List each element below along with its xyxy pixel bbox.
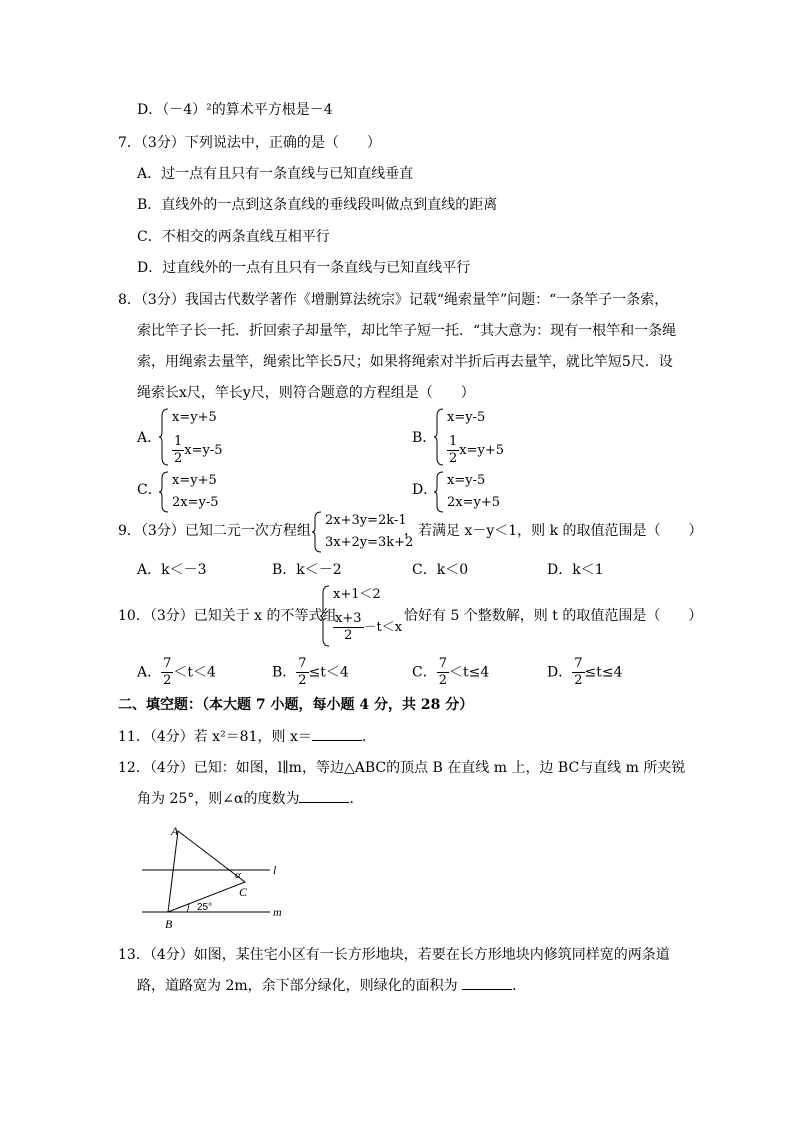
label-alpha: α — [235, 869, 241, 881]
brace-icon — [319, 585, 331, 647]
q10-option-b: B． $\frac{7}{2}$ ≤t＜4 — [272, 656, 349, 688]
triangle-abc — [168, 831, 245, 912]
q8-option-a-label: A． — [137, 430, 162, 446]
q8-a-eq2: x=y-5 — [184, 443, 223, 458]
q10-option-a: A． $\frac{7}{2}$ ＜t＜4 — [137, 656, 216, 688]
label-m: m — [273, 905, 282, 919]
q12-figure — [135, 820, 295, 935]
q8-c-eq1: x=y+5 — [172, 473, 217, 488]
brace-icon — [433, 408, 445, 466]
q9-system — [311, 511, 414, 553]
q10-eq2: －t＜x — [363, 620, 403, 635]
q8-b-eq2: x=y+5 — [459, 443, 505, 458]
label-c: C — [239, 885, 248, 899]
q9-stem-post: ，若满足 x－y＜1，则 k 的取值范围是（ ） — [404, 523, 703, 539]
q10-option-d: D． $\frac{7}{2}$ ≤t≤4 — [547, 656, 623, 688]
q13-line-1: 13．（4分）如图，某住宅小区有一长方形地块，若要在长方形地块内修筑同样宽的两条道 — [118, 947, 670, 963]
q9-eq2: 3x+2y=3k+2 — [325, 535, 414, 550]
q11-answer-blank[interactable] — [312, 740, 362, 741]
brace-icon — [433, 471, 445, 513]
q9-eq1: 2x+3y=2k-1 — [325, 513, 407, 528]
q7-option-d: D．过直线外的一点有且只有一条直线与已知直线平行 — [137, 260, 471, 276]
q10-stem-post: 恰好有 5 个整数解，则 t 的取值范围是（ ） — [404, 608, 703, 624]
q8-stem-line-4: 绳索长x尺，竿长y尺，则符合题意的方程组是（ ） — [137, 385, 475, 401]
q8-c-eq2: 2x=y-5 — [172, 495, 219, 510]
q8-option-c-label: C． — [137, 482, 162, 498]
q8-a-fraction: $\frac{1}{2}$ — [174, 434, 183, 466]
q9-option-c: C．k＜0 — [412, 562, 469, 578]
section-2-title: 二、填空题：（本大题 7 小题，每小题 4 分，共 28 分） — [118, 697, 474, 713]
q12-line-1: 12．（4分）已知：如图，l∥m，等边△ABC的顶点 B 在直线 m 上，边 BC与直线 m 所夹锐 — [118, 760, 686, 776]
label-b: B — [165, 917, 173, 931]
q6-option-d: D．（－4）²的算术平方根是－4 — [137, 102, 333, 118]
q8-option-b-label: B． — [412, 430, 437, 446]
q8-stem-line-3: 索，用绳索去量竿，绳索比竿长5尺；如果将绳索对半折后再去量竿，就比竿短5尺．设 — [137, 354, 673, 370]
q8-option-a-system — [158, 408, 278, 466]
angle-25-arc — [187, 904, 189, 912]
label-l: l — [273, 863, 277, 877]
q8-option-b-system — [433, 408, 553, 466]
q7-option-a: A．过一点有且只有一条直线与已知直线垂直 — [137, 166, 414, 182]
label-25-degrees: 25° — [197, 902, 213, 913]
label-a: A — [171, 824, 179, 838]
q7-option-c: C．不相交的两条直线互相平行 — [137, 229, 330, 245]
q8-b-fraction: $\frac{1}{2}$ — [449, 434, 458, 466]
q8-option-c-system — [158, 471, 278, 513]
q8-d-eq2: 2x=y+5 — [447, 495, 501, 510]
q10-eq1: x+1＜2 — [333, 587, 381, 602]
q9-stem-pre: 9．（3分）已知二元一次方程组 — [118, 523, 311, 539]
q11: 11．（4分）若 x²＝81，则 x＝ ． — [118, 729, 376, 745]
q7-option-b: B．直线外的一点到这条直线的垂线段叫做点到直线的距离 — [137, 197, 498, 213]
q10-stem-pre: 10．（3分）已知关于 x 的不等式组 — [118, 608, 337, 624]
q10-option-c: C． $\frac{7}{2}$ ＜t≤4 — [412, 656, 490, 688]
q8-a-eq1: x=y+5 — [172, 410, 217, 425]
brace-icon — [158, 471, 170, 513]
q9-option-a: A．k＜－3 — [137, 562, 207, 578]
brace-icon — [158, 408, 170, 466]
q8-option-d-label: D． — [412, 482, 438, 498]
q8-stem-line-2: 索比竿子长一托．折回索子却量竿，却比竿子短一托．“其大意为：现有一根竿和一条绳 — [137, 323, 677, 339]
q7-stem: 7．（3分）下列说法中，正确的是（ ） — [118, 135, 381, 151]
brace-icon — [311, 511, 323, 553]
q13-answer-blank[interactable] — [462, 989, 512, 990]
q10-system — [319, 585, 409, 647]
q10-fraction: $\frac{x+3}{2}$ — [335, 611, 362, 643]
q13-line-2: 路，道路宽为 2m，余下部分绿化，则绿化的面积为 ． — [137, 978, 527, 994]
q8-b-eq1: x=y-5 — [447, 410, 486, 425]
q8-stem-line-1: 8．（3分）我国古代数学著作《增删算法统宗》记载“绳索量竿”问题：“一条竿子一条索， — [118, 292, 669, 308]
q8-d-eq1: x=y-5 — [447, 473, 486, 488]
q12-line-2: 角为 25°，则∠α的度数为 ． — [137, 791, 364, 807]
q8-option-d-system — [433, 471, 553, 513]
q12-answer-blank[interactable] — [299, 802, 349, 803]
q9-option-b: B．k＜－2 — [272, 562, 342, 578]
q9-option-d: D．k＜1 — [547, 562, 604, 578]
